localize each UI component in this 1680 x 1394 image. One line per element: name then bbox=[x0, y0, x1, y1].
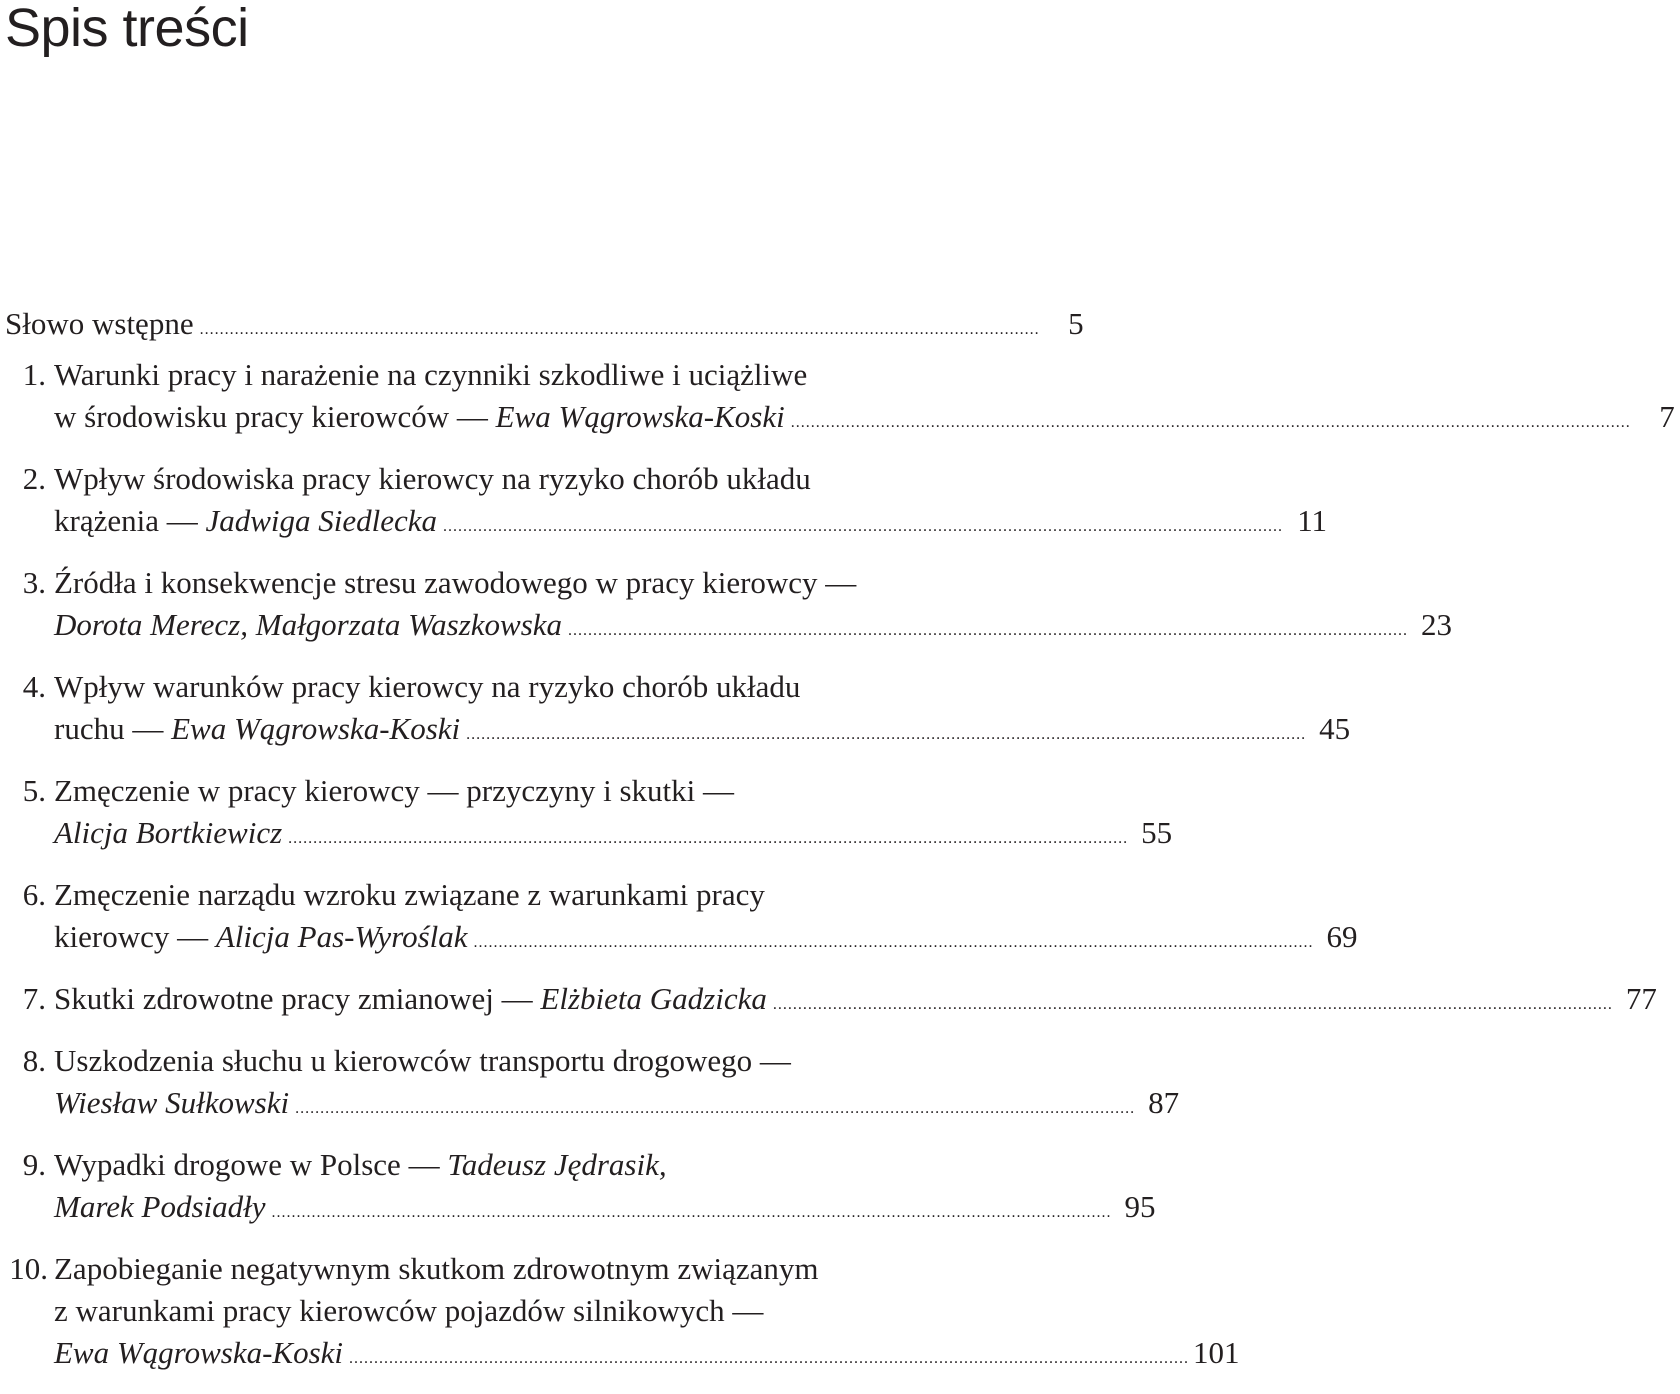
toc-entry-title-tail bbox=[54, 396, 785, 438]
toc-entry-title-text: w środowisku pracy kierowców — bbox=[54, 399, 496, 434]
toc-page-number: 45 bbox=[1319, 711, 1351, 746]
toc-entry-line bbox=[54, 1082, 1180, 1130]
toc-entry-title-tail bbox=[54, 708, 460, 750]
toc-entry-title-line: Uszkodzenia słuchu u kierowców transportu drogowego — bbox=[54, 1043, 791, 1078]
toc-page-number: 7 bbox=[1659, 399, 1675, 434]
toc-entry-title-text: Skutki zdrowotne pracy zmianowej — bbox=[54, 981, 541, 1016]
toc-entry-7[interactable] bbox=[0, 978, 1657, 1026]
toc-entry-title-text: ruchu — bbox=[54, 711, 172, 746]
toc-entry-title-line bbox=[54, 1144, 960, 1186]
toc-page-number: 77 bbox=[1625, 981, 1657, 1016]
toc-page-number: 23 bbox=[1421, 607, 1453, 642]
toc-entry-line bbox=[5, 303, 1084, 351]
toc-entry-2[interactable] bbox=[0, 458, 1328, 548]
toc-entry-author: Ewa Wągrowska-Koski bbox=[171, 711, 461, 746]
table-of-contents bbox=[0, 303, 1675, 1394]
dot-leader: ........................................................................................................................................................................ bbox=[772, 996, 1613, 1013]
dot-leader: ........................................................................................................................................................................ bbox=[349, 1350, 1190, 1367]
toc-entry-4[interactable] bbox=[0, 666, 1351, 756]
toc-entry-author: Tadeusz Jędrasik, bbox=[447, 1147, 667, 1182]
toc-page-number: 95 bbox=[1124, 1189, 1156, 1224]
toc-entry-title-tail bbox=[54, 500, 437, 542]
toc-entry-3[interactable] bbox=[0, 562, 1453, 652]
toc-entry-number: 3. bbox=[22, 565, 46, 600]
toc-entry-line bbox=[54, 604, 1453, 652]
toc-entry-line bbox=[54, 500, 1328, 548]
dot-leader: ........................................................................................................................................................................ bbox=[466, 726, 1307, 743]
toc-entry-title-tail bbox=[54, 1186, 266, 1228]
toc-entry-number: 7. bbox=[22, 981, 46, 1016]
toc-entry-title: Słowo wstępne bbox=[5, 306, 194, 341]
toc-page-number: 101 bbox=[1193, 1335, 1240, 1370]
toc-entry-number: 5. bbox=[22, 773, 46, 808]
toc-entry-number: 9. bbox=[22, 1147, 46, 1182]
dot-leader: ........................................................................................................................................................................ bbox=[288, 830, 1129, 847]
toc-entry-line bbox=[54, 978, 1657, 1026]
toc-entry-title-text: kierowcy — bbox=[54, 919, 216, 954]
toc-entry-number: 2. bbox=[22, 461, 46, 496]
toc-entry-number: 1. bbox=[22, 357, 46, 392]
toc-entry-9[interactable] bbox=[0, 1144, 1156, 1234]
dot-leader: ........................................................................................................................................................................ bbox=[271, 1204, 1112, 1221]
toc-entry-line bbox=[54, 812, 1173, 860]
toc-entry-number: 6. bbox=[22, 877, 46, 912]
toc-entry-title-line: Zmęczenie w pracy kierowcy — przyczyny i skutki — bbox=[54, 773, 735, 808]
toc-entry-author: Alicja Pas-Wyroślak bbox=[215, 919, 468, 954]
toc-entry-title-line: Wpływ warunków pracy kierowcy na ryzyko chorób układu bbox=[54, 669, 801, 704]
toc-entry-title-line: z warunkami pracy kierowców pojazdów silnikowych — bbox=[54, 1293, 764, 1328]
toc-entry-line bbox=[54, 396, 1675, 444]
toc-entry-title-text: krążenia — bbox=[54, 503, 206, 538]
toc-entry-author: Marek Podsiadły bbox=[54, 1189, 266, 1224]
toc-entry-author: Dorota Merecz, Małgorzata Waszkowska bbox=[54, 607, 563, 642]
toc-entry-preface[interactable] bbox=[0, 303, 1084, 351]
toc-entry-number: 4. bbox=[22, 669, 46, 704]
toc-entry-line bbox=[54, 708, 1351, 756]
toc-entry-author: Jadwiga Siedlecka bbox=[205, 503, 438, 538]
toc-page-number: 69 bbox=[1326, 919, 1358, 954]
toc-entry-author: Alicja Bortkiewicz bbox=[54, 815, 283, 850]
toc-entry-line bbox=[54, 1332, 1240, 1380]
toc-entry-author: Elżbieta Gadzicka bbox=[540, 981, 767, 1016]
toc-page-number: 55 bbox=[1141, 815, 1173, 850]
dot-leader: ........................................................................................................................................................................ bbox=[199, 321, 1040, 338]
toc-entry-10[interactable] bbox=[0, 1248, 1240, 1380]
toc-entry-1[interactable] bbox=[0, 354, 1675, 444]
toc-entry-title-tail bbox=[54, 812, 282, 854]
page-title: Spis treści bbox=[5, 0, 249, 58]
toc-entry-author: Wiesław Sułkowski bbox=[54, 1085, 290, 1120]
toc-entry-6[interactable] bbox=[0, 874, 1358, 964]
toc-entry-number: 10. bbox=[9, 1251, 48, 1286]
toc-entry-5[interactable] bbox=[0, 770, 1173, 860]
dot-leader: ........................................................................................................................................................................ bbox=[443, 518, 1284, 535]
toc-entry-title-line: Warunki pracy i narażenie na czynniki szkodliwe i uciążliwe bbox=[54, 357, 808, 392]
toc-entry-title-line: Zapobieganie negatywnym skutkom zdrowotnym związanym bbox=[54, 1251, 819, 1286]
toc-page-number: 5 bbox=[1068, 306, 1084, 341]
toc-entry-title-tail bbox=[54, 916, 468, 958]
toc-entry-line bbox=[54, 1186, 1156, 1234]
dot-leader: ........................................................................................................................................................................ bbox=[568, 622, 1409, 639]
toc-entry-title-tail bbox=[54, 604, 562, 646]
toc-entry-author: Ewa Wągrowska-Koski bbox=[495, 399, 785, 434]
toc-entry-line bbox=[54, 916, 1358, 964]
toc-page-number: 87 bbox=[1148, 1085, 1180, 1120]
toc-entry-title-tail bbox=[54, 1332, 343, 1374]
dot-leader: ........................................................................................................................................................................ bbox=[295, 1100, 1136, 1117]
dot-leader: ........................................................................................................................................................................ bbox=[790, 414, 1631, 431]
toc-entry-title-line: Źródła i konsekwencje stresu zawodowego w pracy kierowcy — bbox=[54, 565, 857, 600]
toc-entry-title-tail bbox=[54, 1082, 289, 1124]
toc-entry-title-line: Zmęczenie narządu wzroku związane z warunkami pracy bbox=[54, 877, 765, 912]
toc-entry-title-tail bbox=[54, 978, 767, 1020]
toc-entry-title-line: Wpływ środowiska pracy kierowcy na ryzyko chorób układu bbox=[54, 461, 811, 496]
toc-entry-author: Ewa Wągrowska-Koski bbox=[54, 1335, 344, 1370]
toc-entry-number: 8. bbox=[22, 1043, 46, 1078]
toc-entry-title-text: Wypadki drogowe w Polsce — bbox=[54, 1147, 448, 1182]
toc-page-number: 11 bbox=[1297, 503, 1328, 538]
toc-entry-8[interactable] bbox=[0, 1040, 1180, 1130]
dot-leader: ........................................................................................................................................................................ bbox=[473, 934, 1314, 951]
